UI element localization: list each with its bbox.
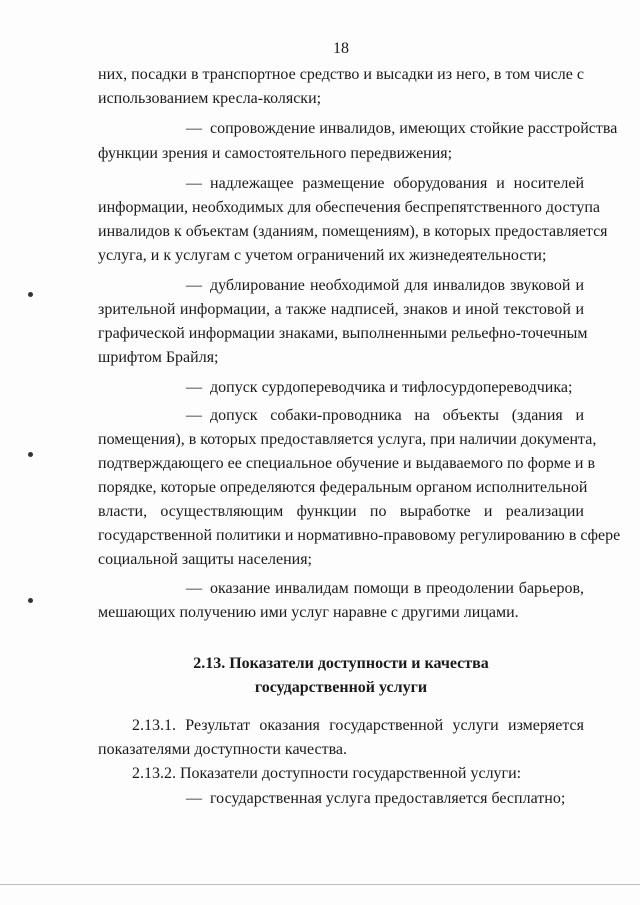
list-item-text: надлежащее размещение оборудования и носителей [210,175,584,192]
dash-marker: — [186,277,202,294]
list-item [186,790,584,808]
paragraph-line: информации, необходимых для обеспечения беспрепятственного доступа [98,199,601,216]
page-number: 18 [333,40,349,57]
paragraph-line: мешающих получению ими услуг наравне с другими лицами. [98,604,519,621]
dash-marker: — [186,379,202,396]
dash-marker: — [186,175,202,192]
paragraph-line: использованием кресла-коляски; [98,90,322,107]
list-item [186,580,584,598]
paragraph-line: подтверждающего ее специальное обучение и выдаваемого по форме и в [98,455,595,472]
paragraph-line: 2.13.1. Результат оказания государственной услуги измеряется [132,717,584,734]
dash-marker: — [186,120,202,137]
list-item [186,379,584,397]
paragraph-line: зрительной информации, а также надписей, знаков и иной текстовой и [98,301,584,318]
paragraph-line: помещения), в которых предоставляется услуга, при наличии документа, [98,431,597,448]
binding-hole-mark [28,452,33,457]
list-item [186,175,584,193]
list-item-text: сопровождение инвалидов, имеющих стойкие расстройства [210,120,618,137]
paragraph-line: порядке, которые определяются федеральным органом исполнительной [98,479,588,496]
list-item-text: оказание инвалидам помощи в преодолении барьеров, [210,580,584,597]
binding-hole-mark [28,598,33,603]
paragraph-line: услуга, и к услугам с учетом ограничений их жизнедеятельности; [98,247,547,264]
paragraph-line: инвалидов к объектам (зданиям, помещениям), в которых предоставляется [98,223,608,240]
paragraph-line: шрифтом Брайля; [98,349,219,366]
list-item-text: допуск собаки-проводника на объекты (здания и [210,407,584,424]
list-item-text: государственная услуга предоставляется бесплатно; [210,790,566,807]
paragraph-line: функции зрения и самостоятельного передвижения; [98,145,453,162]
list-item [186,277,584,295]
binding-hole-mark [28,292,33,297]
paragraph-line: власти, осуществляющим функции по выработке и реализации [98,503,584,520]
list-item [186,407,584,425]
section-heading-line-2: государственной услуги [254,679,428,696]
dash-marker: — [186,580,202,597]
dash-marker: — [186,790,202,807]
list-item [186,120,618,138]
paragraph-line: показателями доступности качества. [98,741,348,758]
paragraph-line: государственной политики и нормативно-правовому регулированию в сфере [98,527,621,544]
dash-marker: — [186,407,202,424]
paragraph-line: них, посадки в транспортное средство и высадки из него, в том числе с [98,66,584,83]
paragraph-line: социальной защиты населения; [98,551,312,568]
list-item-text: дублирование необходимой для инвалидов звуковой и [210,277,584,294]
scan-edge-line [0,884,640,885]
list-item-text: допуск сурдопереводчика и тифлосурдопереводчика; [210,379,573,396]
paragraph-line: графической информации знаками, выполненными рельефно-точечным [98,325,588,342]
paragraph-line: 2.13.2. Показатели доступности государственной услуги: [132,765,522,782]
section-heading: 2.13. Показатели доступности и качества [193,655,489,672]
